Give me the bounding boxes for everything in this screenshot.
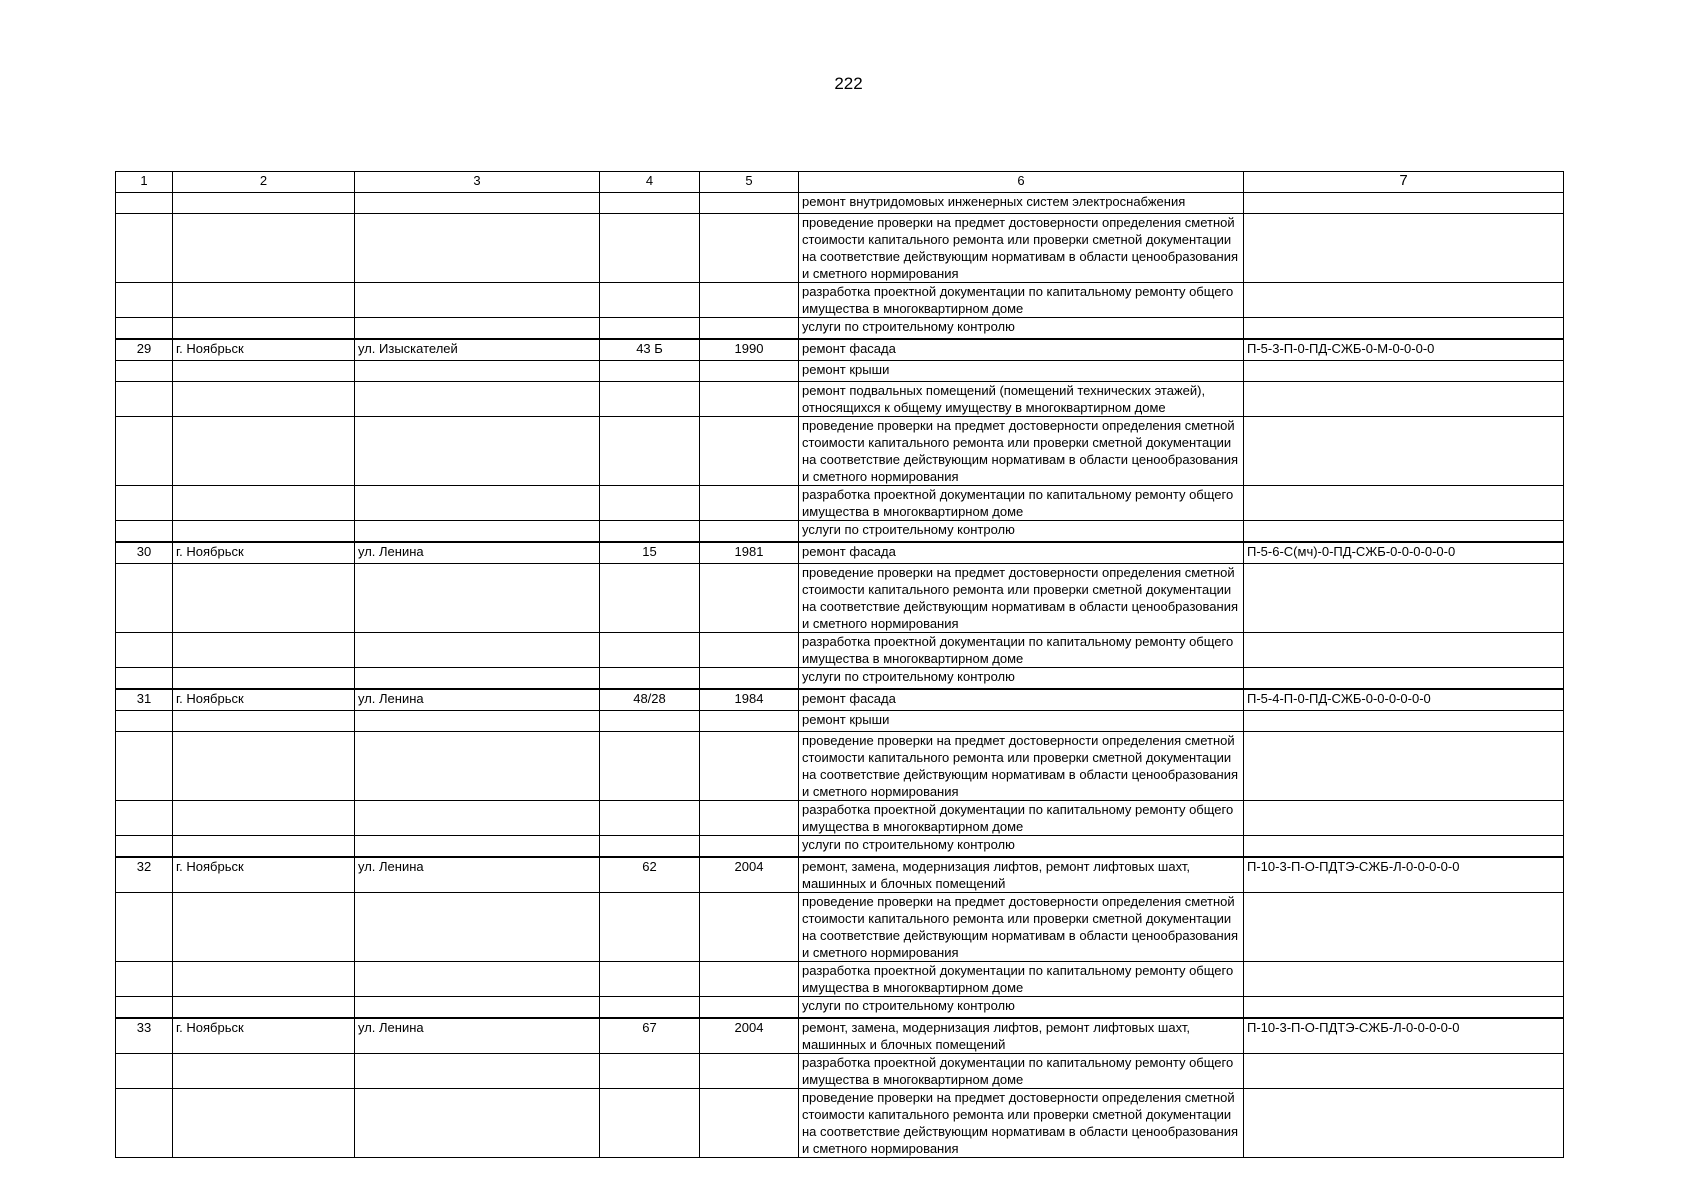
- year-cell: [700, 486, 799, 521]
- code-cell: [1244, 318, 1564, 340]
- work-type-cell: проведение проверки на предмет достоверности определения сметной стоимости капитального ремонта или проверки сметной документации на соответствие действующим нормативам в области ценообразования и сметного нормирования: [799, 417, 1244, 486]
- code-cell: [1244, 382, 1564, 417]
- street-cell: [355, 1054, 600, 1089]
- house-cell: [600, 214, 700, 283]
- table-row: [116, 801, 1564, 836]
- table-row: [116, 689, 1564, 711]
- work-type-cell: услуги по строительному контролю: [799, 521, 1244, 543]
- table-row: [116, 193, 1564, 214]
- table-row: [116, 361, 1564, 382]
- table-row: [116, 564, 1564, 633]
- table-row: [116, 1089, 1564, 1158]
- works-table: [115, 171, 1564, 1158]
- work-type-cell: услуги по строительному контролю: [799, 318, 1244, 340]
- row-number: 33: [116, 1018, 173, 1054]
- table-row: [116, 318, 1564, 340]
- street-cell: [355, 633, 600, 668]
- table-row: [116, 633, 1564, 668]
- table-row: [116, 339, 1564, 361]
- table-row: [116, 521, 1564, 543]
- city-cell: г. Ноябрьск: [173, 689, 355, 711]
- city-cell: [173, 361, 355, 382]
- code-cell: [1244, 417, 1564, 486]
- code-cell: П-5-4-П-0-ПД-СЖБ-0-0-0-0-0-0: [1244, 689, 1564, 711]
- year-cell: [700, 318, 799, 340]
- work-type-cell: ремонт фасада: [799, 339, 1244, 361]
- column-header: 1: [116, 172, 173, 193]
- work-type-cell: разработка проектной документации по капитальному ремонту общего имущества в многоквартирном доме: [799, 1054, 1244, 1089]
- year-cell: [700, 732, 799, 801]
- row-number: [116, 361, 173, 382]
- table-row: [116, 962, 1564, 997]
- row-number: [116, 382, 173, 417]
- year-cell: 2004: [700, 857, 799, 893]
- city-cell: г. Ноябрьск: [173, 542, 355, 564]
- year-cell: [700, 382, 799, 417]
- row-number: [116, 193, 173, 214]
- house-cell: [600, 893, 700, 962]
- work-type-cell: ремонт фасада: [799, 689, 1244, 711]
- work-type-cell: ремонт, замена, модернизация лифтов, ремонт лифтовых шахт, машинных и блочных помещений: [799, 857, 1244, 893]
- house-cell: [600, 633, 700, 668]
- row-number: [116, 1089, 173, 1158]
- work-type-cell: ремонт внутридомовых инженерных систем электроснабжения: [799, 193, 1244, 214]
- column-header: 2: [173, 172, 355, 193]
- city-cell: г. Ноябрьск: [173, 857, 355, 893]
- street-cell: [355, 1089, 600, 1158]
- house-cell: [600, 417, 700, 486]
- code-cell: [1244, 836, 1564, 858]
- row-number: [116, 711, 173, 732]
- house-cell: [600, 318, 700, 340]
- street-cell: [355, 193, 600, 214]
- row-number: [116, 564, 173, 633]
- work-type-cell: услуги по строительному контролю: [799, 997, 1244, 1019]
- street-cell: [355, 521, 600, 543]
- code-cell: [1244, 1089, 1564, 1158]
- work-type-cell: услуги по строительному контролю: [799, 836, 1244, 858]
- street-cell: [355, 486, 600, 521]
- year-cell: [700, 214, 799, 283]
- house-cell: [600, 668, 700, 690]
- house-cell: [600, 521, 700, 543]
- row-number: [116, 668, 173, 690]
- table-row: [116, 711, 1564, 732]
- year-cell: [700, 633, 799, 668]
- house-cell: [600, 564, 700, 633]
- city-cell: [173, 997, 355, 1019]
- city-cell: [173, 486, 355, 521]
- house-cell: [600, 382, 700, 417]
- house-cell: [600, 836, 700, 858]
- work-type-cell: ремонт крыши: [799, 711, 1244, 732]
- work-type-cell: разработка проектной документации по капитальному ремонту общего имущества в многоквартирном доме: [799, 962, 1244, 997]
- house-cell: 62: [600, 857, 700, 893]
- work-type-cell: проведение проверки на предмет достоверности определения сметной стоимости капитального ремонта или проверки сметной документации на соответствие действующим нормативам в области ценообразования и сметного нормирования: [799, 893, 1244, 962]
- house-cell: [600, 486, 700, 521]
- city-cell: [173, 564, 355, 633]
- street-cell: ул. Ленина: [355, 542, 600, 564]
- street-cell: ул. Ленина: [355, 689, 600, 711]
- city-cell: [173, 633, 355, 668]
- table-row: [116, 283, 1564, 318]
- city-cell: [173, 801, 355, 836]
- city-cell: г. Ноябрьск: [173, 1018, 355, 1054]
- code-cell: П-5-3-П-0-ПД-СЖБ-0-М-0-0-0-0: [1244, 339, 1564, 361]
- column-header: 5: [700, 172, 799, 193]
- house-cell: [600, 962, 700, 997]
- city-cell: [173, 836, 355, 858]
- code-cell: [1244, 564, 1564, 633]
- year-cell: [700, 801, 799, 836]
- street-cell: [355, 417, 600, 486]
- year-cell: [700, 193, 799, 214]
- house-cell: 43 Б: [600, 339, 700, 361]
- street-cell: [355, 382, 600, 417]
- street-cell: [355, 283, 600, 318]
- year-cell: [700, 997, 799, 1019]
- code-cell: [1244, 711, 1564, 732]
- street-cell: [355, 361, 600, 382]
- city-cell: [173, 382, 355, 417]
- year-cell: 1990: [700, 339, 799, 361]
- row-number: 32: [116, 857, 173, 893]
- row-number: 29: [116, 339, 173, 361]
- year-cell: [700, 417, 799, 486]
- year-cell: 2004: [700, 1018, 799, 1054]
- code-cell: [1244, 962, 1564, 997]
- year-cell: [700, 711, 799, 732]
- work-type-cell: разработка проектной документации по капитальному ремонту общего имущества в многоквартирном доме: [799, 486, 1244, 521]
- work-type-cell: разработка проектной документации по капитальному ремонту общего имущества в многоквартирном доме: [799, 801, 1244, 836]
- house-cell: [600, 801, 700, 836]
- street-cell: [355, 318, 600, 340]
- code-cell: [1244, 486, 1564, 521]
- city-cell: [173, 962, 355, 997]
- city-cell: [173, 1054, 355, 1089]
- table-row: [116, 417, 1564, 486]
- page-number: 222: [834, 74, 863, 93]
- year-cell: [700, 668, 799, 690]
- code-cell: [1244, 997, 1564, 1019]
- year-cell: 1984: [700, 689, 799, 711]
- table-header-row: [116, 172, 1564, 193]
- work-type-cell: проведение проверки на предмет достоверности определения сметной стоимости капитального ремонта или проверки сметной документации на соответствие действующим нормативам в области ценообразования и сметного нормирования: [799, 1089, 1244, 1158]
- row-number: [116, 521, 173, 543]
- house-cell: 48/28: [600, 689, 700, 711]
- table-row: [116, 1054, 1564, 1089]
- row-number: 30: [116, 542, 173, 564]
- code-cell: П-10-3-П-О-ПДТЭ-СЖБ-Л-0-0-0-0-0: [1244, 857, 1564, 893]
- table-row: [116, 382, 1564, 417]
- city-cell: [173, 893, 355, 962]
- house-cell: 15: [600, 542, 700, 564]
- city-cell: [173, 214, 355, 283]
- code-cell: [1244, 732, 1564, 801]
- row-number: [116, 417, 173, 486]
- house-cell: [600, 361, 700, 382]
- year-cell: [700, 564, 799, 633]
- code-cell: [1244, 214, 1564, 283]
- city-cell: [173, 417, 355, 486]
- street-cell: [355, 893, 600, 962]
- row-number: [116, 318, 173, 340]
- city-cell: [173, 732, 355, 801]
- work-type-cell: ремонт, замена, модернизация лифтов, ремонт лифтовых шахт, машинных и блочных помещений: [799, 1018, 1244, 1054]
- row-number: [116, 836, 173, 858]
- column-header: 4: [600, 172, 700, 193]
- code-cell: [1244, 193, 1564, 214]
- code-cell: [1244, 668, 1564, 690]
- row-number: [116, 486, 173, 521]
- year-cell: [700, 962, 799, 997]
- code-cell: [1244, 633, 1564, 668]
- year-cell: 1981: [700, 542, 799, 564]
- table-row: [116, 857, 1564, 893]
- work-type-cell: ремонт крыши: [799, 361, 1244, 382]
- table-row: [116, 836, 1564, 858]
- street-cell: [355, 214, 600, 283]
- street-cell: [355, 668, 600, 690]
- code-cell: [1244, 1054, 1564, 1089]
- table-row: [116, 893, 1564, 962]
- table-row: [116, 214, 1564, 283]
- year-cell: [700, 283, 799, 318]
- street-cell: [355, 836, 600, 858]
- column-header: 7: [1244, 172, 1564, 193]
- table-row: [116, 997, 1564, 1019]
- city-cell: [173, 193, 355, 214]
- column-header: 6: [799, 172, 1244, 193]
- city-cell: [173, 668, 355, 690]
- code-cell: [1244, 801, 1564, 836]
- code-cell: [1244, 283, 1564, 318]
- year-cell: [700, 1054, 799, 1089]
- code-cell: [1244, 521, 1564, 543]
- city-cell: [173, 1089, 355, 1158]
- table-row: [116, 486, 1564, 521]
- year-cell: [700, 361, 799, 382]
- table-row: [116, 732, 1564, 801]
- house-cell: [600, 283, 700, 318]
- street-cell: [355, 801, 600, 836]
- street-cell: [355, 962, 600, 997]
- row-number: [116, 732, 173, 801]
- work-type-cell: ремонт фасада: [799, 542, 1244, 564]
- city-cell: [173, 318, 355, 340]
- code-cell: П-5-6-С(мч)-0-ПД-СЖБ-0-0-0-0-0-0: [1244, 542, 1564, 564]
- house-cell: [600, 732, 700, 801]
- street-cell: [355, 564, 600, 633]
- row-number: 31: [116, 689, 173, 711]
- table-row: [116, 542, 1564, 564]
- table-row: [116, 1018, 1564, 1054]
- work-type-cell: ремонт подвальных помещений (помещений технических этажей), относящихся к общему имуществу в многоквартирном доме: [799, 382, 1244, 417]
- work-type-cell: разработка проектной документации по капитальному ремонту общего имущества в многоквартирном доме: [799, 283, 1244, 318]
- house-cell: [600, 997, 700, 1019]
- street-cell: [355, 711, 600, 732]
- house-cell: [600, 711, 700, 732]
- work-type-cell: проведение проверки на предмет достоверности определения сметной стоимости капитального ремонта или проверки сметной документации на соответствие действующим нормативам в области ценообразования и сметного нормирования: [799, 214, 1244, 283]
- work-type-cell: проведение проверки на предмет достоверности определения сметной стоимости капитального ремонта или проверки сметной документации на соответствие действующим нормативам в области ценообразования и сметного нормирования: [799, 732, 1244, 801]
- work-type-cell: услуги по строительному контролю: [799, 668, 1244, 690]
- city-cell: [173, 283, 355, 318]
- table-row: [116, 668, 1564, 690]
- work-type-cell: проведение проверки на предмет достоверности определения сметной стоимости капитального ремонта или проверки сметной документации на соответствие действующим нормативам в области ценообразования и сметного нормирования: [799, 564, 1244, 633]
- year-cell: [700, 1089, 799, 1158]
- year-cell: [700, 521, 799, 543]
- code-cell: [1244, 361, 1564, 382]
- city-cell: [173, 711, 355, 732]
- row-number: [116, 214, 173, 283]
- year-cell: [700, 893, 799, 962]
- street-cell: [355, 732, 600, 801]
- street-cell: ул. Ленина: [355, 857, 600, 893]
- row-number: [116, 997, 173, 1019]
- city-cell: [173, 521, 355, 543]
- row-number: [116, 633, 173, 668]
- row-number: [116, 1054, 173, 1089]
- house-cell: [600, 1054, 700, 1089]
- street-cell: ул. Изыскателей: [355, 339, 600, 361]
- row-number: [116, 283, 173, 318]
- code-cell: П-10-3-П-О-ПДТЭ-СЖБ-Л-0-0-0-0-0: [1244, 1018, 1564, 1054]
- code-cell: [1244, 893, 1564, 962]
- city-cell: г. Ноябрьск: [173, 339, 355, 361]
- row-number: [116, 893, 173, 962]
- house-cell: 67: [600, 1018, 700, 1054]
- street-cell: [355, 997, 600, 1019]
- street-cell: ул. Ленина: [355, 1018, 600, 1054]
- row-number: [116, 962, 173, 997]
- work-type-cell: разработка проектной документации по капитальному ремонту общего имущества в многоквартирном доме: [799, 633, 1244, 668]
- house-cell: [600, 1089, 700, 1158]
- house-cell: [600, 193, 700, 214]
- year-cell: [700, 836, 799, 858]
- column-header: 3: [355, 172, 600, 193]
- row-number: [116, 801, 173, 836]
